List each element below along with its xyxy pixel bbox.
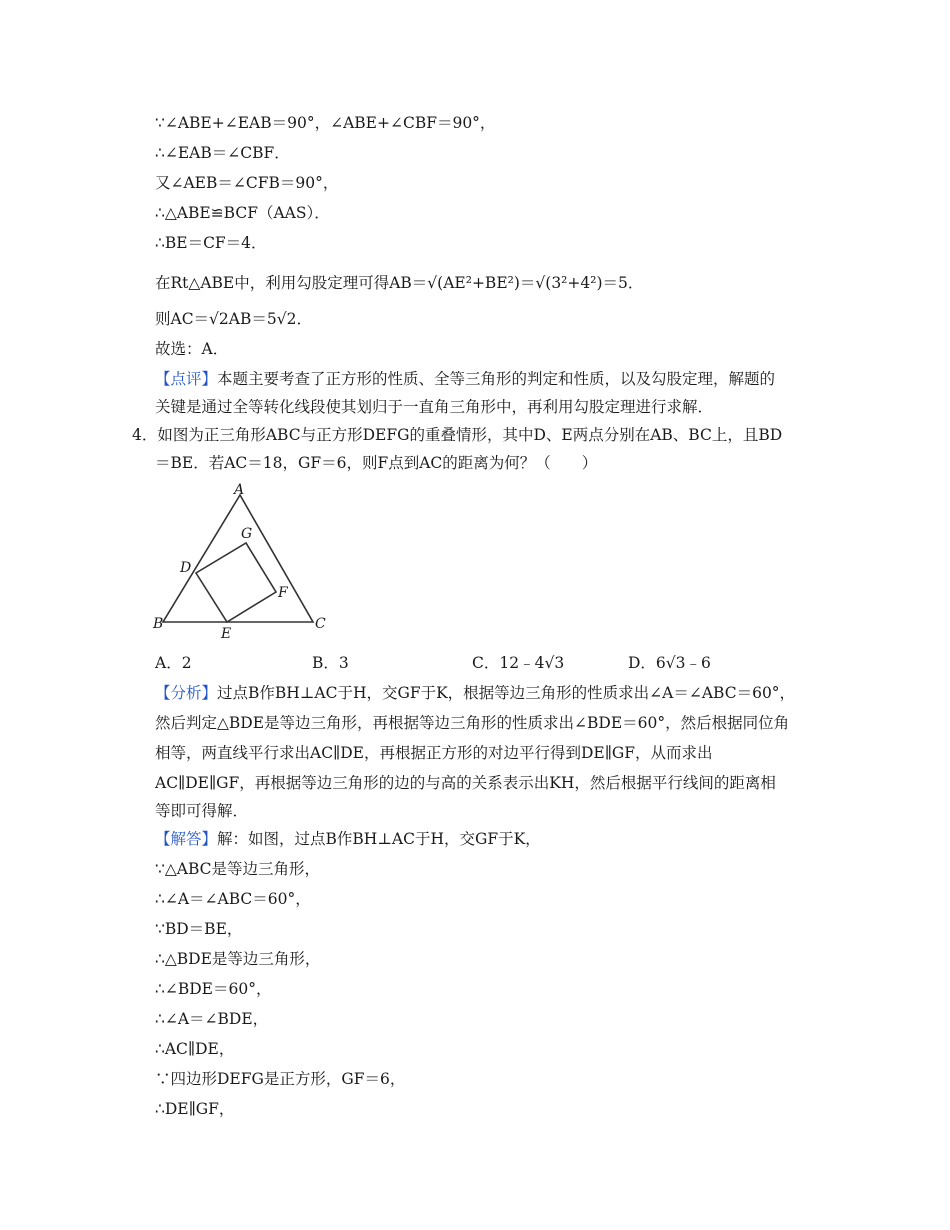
- answer-step-9: ∴DE∥GF，: [155, 1100, 235, 1118]
- label-c: C: [315, 616, 326, 632]
- analysis-line-4: AC∥DE∥GF，再根据等边三角形的边的与高的关系表示出KH，然后根据平行线间的距离相: [155, 774, 776, 792]
- proof-line-4: ∴△ABE≌BCF（AAS）．: [155, 204, 330, 222]
- question-line-1: 4．如图为正三角形ABC与正方形DEFG的重叠情形，其中D、E两点分别在AB、BC上，且BD: [132, 426, 783, 444]
- label-b: B: [153, 616, 164, 632]
- triangle-square-diagram: [150, 480, 330, 645]
- geometry-figure: [150, 480, 330, 645]
- label-a: A: [234, 482, 245, 498]
- label-f: F: [278, 585, 288, 601]
- answer-step-8: ∵四边形DEFG是正方形，GF＝6，: [155, 1070, 406, 1088]
- answer-step-4: ∴△BDE是等边三角形，: [155, 950, 321, 968]
- answer-step-6: ∴∠A＝∠BDE，: [155, 1010, 269, 1028]
- label-g: G: [241, 526, 253, 542]
- answer-line-1: [155, 828, 541, 850]
- answer-step-3: ∵BD＝BE，: [155, 920, 243, 938]
- analysis-text-1: 过点B作BH⊥AC于H，交GF于K，根据等边三角形的性质求出∠A＝∠ABC＝60°，: [217, 684, 796, 702]
- comment-line-2: 关键是通过全等转化线段使其划归于一直角三角形中，再利用勾股定理进行求解．: [155, 398, 714, 416]
- comment-text-1: 本题主要考查了正方形的性质、全等三角形的判定和性质，以及勾股定理，解题的: [217, 370, 776, 388]
- proof-line-1: ∵∠ABE+∠EAB＝90°，∠ABE+∠CBF＝90°，: [155, 114, 496, 132]
- answer-step-5: ∴∠BDE＝60°，: [155, 980, 272, 998]
- proof-line-3: 又∠AEB＝∠CFB＝90°，: [155, 174, 339, 192]
- analysis-line-2: 然后判定△BDE是等边三角形，再根据等边三角形的性质求出∠BDE＝60°，然后根据同位角: [155, 714, 790, 732]
- proof-line-2: ∴∠EAB＝∠CBF．: [155, 144, 290, 162]
- answer-tag: 【解答】: [155, 830, 218, 848]
- answer-first: 解：如图，过点B作BH⊥AC于H，交GF于K，: [217, 830, 541, 848]
- question-line-2: ＝BE．若AC＝18，GF＝6，则F点到AC的距离为何？（ ）: [155, 454, 598, 472]
- comment-tag: 【点评】: [155, 370, 218, 388]
- answer-step-1: ∵△ABC是等边三角形，: [155, 860, 321, 878]
- option-a: A．2: [155, 654, 192, 672]
- analysis-line-5: 等即可得解．: [155, 802, 249, 820]
- option-d: D．6√3﹣6: [628, 654, 711, 672]
- triangle-abc: [163, 495, 313, 622]
- answer-step-7: ∴AC∥DE，: [155, 1040, 235, 1058]
- label-d: D: [180, 560, 192, 576]
- proof-line-5: ∴BE＝CF＝4．: [155, 234, 267, 252]
- analysis-line-1: [155, 682, 795, 704]
- option-c: C．12﹣4√3: [472, 654, 565, 672]
- label-e: E: [221, 626, 232, 642]
- proof-line-8: 故选：A．: [155, 340, 229, 358]
- proof-line-6: 在Rt△ABE中，利用勾股定理可得AB＝√(AE²+BE²)＝√(3²+4²)＝5．: [155, 274, 644, 292]
- square-defg: [196, 543, 276, 622]
- answer-step-2: ∴∠A＝∠ABC＝60°，: [155, 890, 311, 908]
- proof-line-7: 则AC＝√2AB＝5√2．: [155, 310, 312, 328]
- comment-line-1: [155, 368, 775, 390]
- analysis-tag: 【分析】: [155, 684, 218, 702]
- analysis-line-3: 相等，两直线平行求出AC∥DE，再根据正方形的对边平行得到DE∥GF，从而求出: [155, 744, 713, 762]
- option-b: B．3: [312, 654, 349, 672]
